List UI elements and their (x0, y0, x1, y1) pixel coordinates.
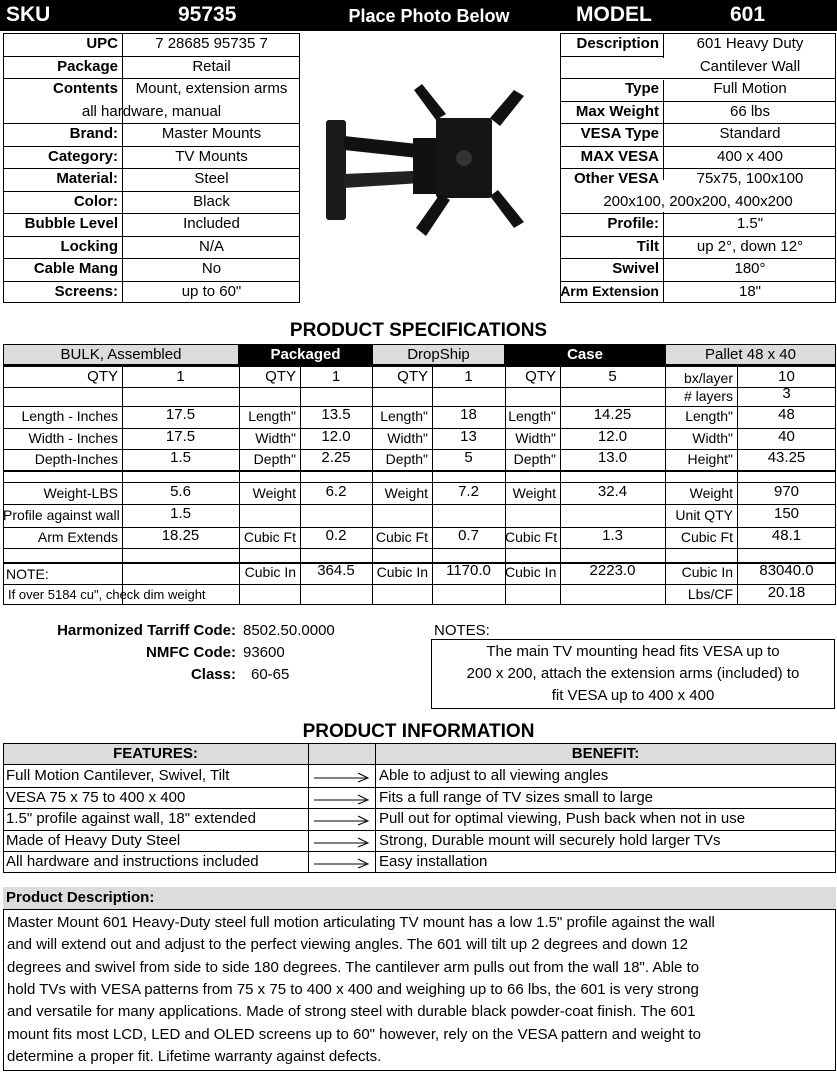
packaged-qty-label: QTY (265, 368, 296, 385)
packaged-length: 13.5 (321, 406, 351, 423)
packaged-width-label: Width" (255, 430, 296, 446)
notes-line-3: fit VESA up to 400 x 400 (551, 687, 715, 704)
benefit-text: Pull out for optimal viewing, Push back when not in use (379, 810, 746, 828)
bulk-profile-label: Profile against wall (3, 507, 120, 523)
left-info-label: Locking (60, 237, 118, 255)
packaged-depth: 2.25 (321, 449, 351, 466)
pallet-weight-label: Weight (689, 485, 733, 501)
case-cubicft-label: Cubic Ft (505, 529, 558, 545)
right-info-label: Other VESA (573, 170, 659, 187)
right-info-label: Description (576, 35, 659, 52)
dropship-cubicin-label: Cubic In (376, 564, 428, 580)
info-row-divider (3, 851, 836, 852)
spec-header: Packaged (270, 346, 341, 363)
description-line: determine a proper fit. Lifetime warranty against defects. (7, 1047, 382, 1065)
notes-line-1: The main TV mounting head fits VESA up to (486, 643, 780, 660)
left-info-label: Screens: (54, 282, 118, 300)
left-info-value: Included (183, 215, 240, 232)
packaged-cubicin: 364.5 (317, 562, 355, 579)
right-info-value: Cantilever Wall (699, 57, 801, 75)
case-weight: 32.4 (597, 483, 628, 500)
case-depth: 13.0 (597, 449, 628, 466)
left-info-label: Cable Mang (33, 260, 118, 277)
left-info-value: TV Mounts (175, 147, 248, 165)
row-divider (560, 168, 836, 169)
spec-header: Case (567, 346, 603, 363)
bulk-arm: 18.25 (161, 527, 200, 544)
left-info-value: Master Mounts (161, 125, 262, 142)
grid-thick (3, 470, 836, 472)
bulk-note-2: If over 5184 cu", check dim weight (8, 587, 206, 602)
right-info-label: Type (625, 80, 659, 97)
packaged-weight-label: Weight (252, 485, 296, 501)
arrow-icon (314, 791, 370, 805)
row-divider (560, 123, 836, 124)
description-line: and versatile for many applications. Made of strong steel with durable black powder-coat finish. The 601 (7, 1003, 696, 1021)
packaged-cubicin-label: Cubic In (244, 564, 296, 580)
bulk-qty: 1 (176, 368, 185, 385)
case-qty: 5 (608, 368, 617, 385)
pallet-unit-label: Unit QTY (675, 507, 733, 523)
right-info-value: up 2°, down 12° (696, 237, 804, 255)
dropship-weight-label: Weight (384, 485, 428, 501)
case-width: 12.0 (597, 428, 628, 445)
row-divider (3, 258, 300, 259)
left-info-label: Color: (73, 192, 118, 210)
description-line: and will extend out and adjust to the perfect viewing angles. The 601 will tilt up 2 degrees and down 12 (7, 936, 688, 954)
left-info-label: Brand: (69, 125, 118, 142)
arrow-icon (314, 855, 370, 869)
description-title: Product Description: (6, 889, 155, 906)
right-info-value: Standard (719, 125, 781, 142)
dropship-length: 18 (460, 406, 477, 423)
dropship-qty: 1 (464, 368, 473, 385)
right-info-value: 400 x 400 (717, 147, 783, 165)
right-info-label: Tilt (636, 237, 659, 255)
row-divider (560, 236, 836, 237)
specs-title: PRODUCT SPECIFICATIONS (289, 320, 548, 341)
left-info-value: N/A (198, 237, 224, 255)
dropship-length-label: Length" (380, 408, 428, 424)
left-info-value: all hardware, manual (81, 102, 222, 120)
benefit-text: Fits a full range of TV sizes small to large (379, 788, 653, 806)
arrow-icon (314, 834, 370, 848)
sku-value: 95735 (178, 3, 237, 26)
grid-thick (3, 365, 836, 367)
spec-header: DropShip (407, 346, 470, 363)
packaged-weight: 6.2 (325, 483, 347, 500)
photo-label: Place Photo Below (348, 6, 510, 26)
row-divider (3, 236, 300, 237)
case-qty-label: QTY (525, 368, 556, 385)
packaged-qty: 1 (331, 368, 341, 385)
row-divider (560, 146, 836, 147)
case-width-label: Width" (515, 430, 556, 446)
spec-header: Pallet 48 x 40 (705, 346, 796, 363)
tv-mount-image (318, 78, 540, 246)
row-divider (560, 258, 836, 259)
left-info-label: Contents (53, 80, 118, 97)
right-info-label (560, 58, 663, 78)
row-divider (560, 281, 836, 282)
info-row-divider (3, 787, 836, 788)
bulk-qty-label: QTY (87, 368, 118, 385)
pallet-cubicin-label: Cubic In (681, 564, 733, 580)
dropship-qty-label: QTY (397, 368, 428, 385)
description-line: degrees and swivel from side to side 180 degrees. The cantilever arm pulls out from the wall 18". Able to (7, 958, 700, 976)
spec-header: BULK, Assembled (60, 346, 182, 363)
row-divider (560, 101, 836, 102)
pallet-unit: 150 (773, 505, 800, 522)
packaged-width: 12.0 (321, 428, 351, 445)
nmfc-value: 93600 (243, 644, 285, 661)
arrow-icon (314, 812, 370, 826)
feature-text: 1.5" profile against wall, 18" extended (6, 810, 256, 828)
pallet-cubicft: 48.1 (771, 527, 802, 544)
hts-label: Harmonized Tarriff Code: (57, 622, 236, 639)
benefit-header: BENEFIT: (571, 745, 640, 762)
left-info-label: Package (57, 57, 118, 75)
case-cubicin: 2223.0 (589, 562, 636, 579)
case-length: 14.25 (593, 406, 632, 423)
pallet-bx: 10 (778, 368, 795, 385)
right-info-value: 66 lbs (729, 102, 771, 120)
hts-value: 8502.50.0000 (243, 622, 335, 639)
pallet-layers: 3 (782, 385, 791, 402)
case-weight-label: Weight (512, 485, 556, 501)
benefit-text: Strong, Durable mount will securely hold larger TVs (379, 831, 721, 849)
pallet-cubicin: 83040.0 (759, 562, 814, 579)
feature-text: All hardware and instructions included (6, 853, 259, 871)
pallet-lbscf: 20.18 (767, 584, 806, 601)
case-depth-label: Depth" (513, 451, 556, 467)
pallet-weight: 970 (773, 483, 800, 500)
feature-text: Made of Heavy Duty Steel (6, 831, 181, 849)
row-divider (560, 56, 663, 57)
notes-label: NOTES: (434, 622, 490, 639)
pallet-width-label: Width" (692, 430, 733, 446)
packaged-length-label: Length" (248, 408, 296, 424)
packaged-cubicft-label: Cubic Ft (243, 529, 296, 545)
class-label: Class: (190, 666, 236, 683)
right-info-label: Max Weight (575, 102, 659, 120)
bulk-note-label: NOTE: (6, 566, 49, 582)
row-divider (3, 168, 300, 169)
right-info-label: VESA Type (580, 125, 659, 142)
dropship-cubicin: 1170.0 (446, 562, 491, 579)
description-line: Master Mount 601 Heavy-Duty steel full motion articulating TV mount has a low 1.5" profile against the wall (7, 914, 715, 931)
pallet-layers-label: # layers (683, 388, 733, 404)
bulk-weight-label: Weight-LBS (43, 485, 118, 501)
dropship-width: 13 (460, 428, 477, 445)
benefit-text: Able to adjust to all viewing angles (379, 767, 609, 784)
description-line: hold TVs with VESA patterns from 75 x 75 to 400 x 400 and weighing up to 66 lbs, the 601 is very strong (7, 980, 699, 998)
dropship-weight: 7.2 (458, 483, 479, 500)
bulk-depth-label: Depth-Inches (34, 451, 118, 467)
notes-line-2: 200 x 200, attach the extension arms (included) to (466, 665, 800, 682)
benefit-text: Easy installation (379, 853, 488, 871)
right-info-value: 1.5" (736, 215, 764, 232)
right-info-label: Profile: (607, 215, 659, 232)
dropship-depth: 5 (464, 449, 473, 466)
features-header: FEATURES: (113, 745, 198, 762)
feature-text: Full Motion Cantilever, Swivel, Tilt (6, 767, 230, 784)
right-info-value: 75x75, 100x100 (696, 170, 804, 187)
bulk-depth: 1.5 (170, 449, 191, 466)
packaged-depth-label: Depth" (253, 451, 296, 467)
right-info-label: Swivel (612, 260, 659, 277)
row-divider (3, 123, 300, 124)
right-info-label: Arm Extension (560, 282, 659, 299)
left-info-value: 7 28685 95735 7 (155, 35, 268, 52)
case-cubicft: 1.3 (602, 527, 623, 544)
bulk-profile: 1.5 (170, 505, 191, 522)
model-value: 601 (730, 3, 766, 26)
pallet-width: 40 (778, 428, 795, 445)
row-divider (560, 213, 836, 214)
pallet-length: 48 (778, 406, 795, 423)
info-title: PRODUCT INFORMATION (302, 721, 535, 742)
info-row-divider (3, 830, 836, 831)
right-info-value: 601 Heavy Duty (696, 35, 804, 52)
packaged-cubicft: 0.2 (325, 527, 347, 544)
nmfc-label: NMFC Code: (146, 644, 236, 661)
row-divider (3, 78, 300, 79)
right-info-label: MAX VESA (580, 147, 659, 165)
case-length-label: Length" (508, 408, 556, 424)
feature-text: VESA 75 x 75 to 400 x 400 (6, 788, 186, 806)
left-info-value: Black (193, 192, 230, 210)
left-info-value: Steel (194, 170, 229, 187)
row-divider (3, 191, 300, 192)
right-info-value: Full Motion (713, 80, 787, 97)
bulk-arm-label: Arm Extends (37, 529, 118, 545)
row-divider (560, 78, 836, 79)
left-info-value: Mount, extension arms (135, 80, 288, 97)
right-info-value: 18" (738, 282, 761, 300)
case-cubicin-label: Cubic In (505, 564, 557, 580)
info-row-divider (3, 808, 836, 809)
grid-hline (3, 584, 836, 585)
product-photo (318, 78, 540, 246)
arrow-icon (314, 769, 370, 783)
left-info-label: Category: (47, 147, 118, 165)
pallet-lbscf-label: Lbs/CF (687, 586, 733, 602)
row-divider (3, 146, 300, 147)
model-label: MODEL (576, 3, 652, 26)
row-divider (3, 56, 300, 57)
left-info-label: Material: (56, 170, 118, 187)
left-info-value: Retail (192, 57, 231, 75)
left-info-label: Bubble Level (24, 215, 118, 232)
dropship-cubicft: 0.7 (458, 527, 479, 544)
class-value: 60-65 (251, 666, 290, 683)
pallet-height-label: Height" (687, 451, 733, 467)
left-info-value: No (201, 260, 222, 277)
pallet-height: 43.25 (767, 449, 806, 466)
right-info-value: 180° (734, 260, 766, 277)
description-line: mount fits most LCD, LED and OLED screens up to 60" however, rely on the VESA pattern and weight to (7, 1025, 702, 1043)
dropship-width-label: Width" (387, 430, 428, 446)
bulk-weight: 5.6 (170, 483, 191, 500)
grid-hline (3, 548, 836, 549)
pallet-length-label: Length" (685, 408, 733, 424)
dropship-cubicft-label: Cubic Ft (375, 529, 428, 545)
pallet-bx-label: bx/layer (683, 370, 733, 386)
bulk-width: 17.5 (165, 428, 196, 445)
bulk-width-label: Width - Inches (28, 430, 118, 446)
bulk-length: 17.5 (165, 406, 196, 423)
left-info-value: up to 60" (181, 282, 242, 300)
right-info-value: 200x100, 200x200, 400x200 (603, 192, 793, 210)
row-divider (3, 213, 300, 214)
sku-label: SKU (6, 3, 51, 26)
bulk-length-label: Length - Inches (21, 408, 118, 424)
left-info-label: UPC (86, 35, 118, 52)
row-divider (3, 281, 300, 282)
pallet-cubicft-label: Cubic Ft (680, 529, 733, 545)
dropship-depth-label: Depth" (385, 451, 428, 467)
